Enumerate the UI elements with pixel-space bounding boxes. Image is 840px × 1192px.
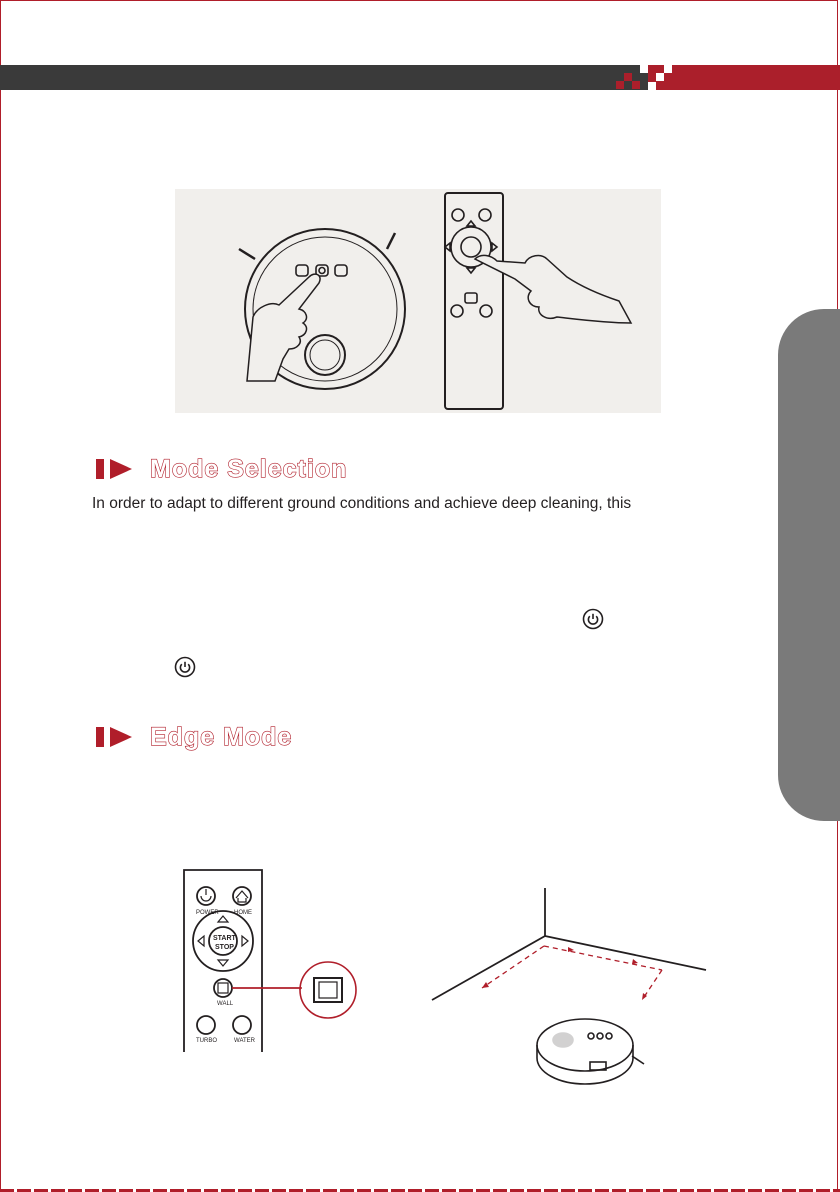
remote-control <box>445 193 503 409</box>
hand-pointing-remote <box>475 255 631 323</box>
remote-control <box>184 870 262 1052</box>
section-heading-edge-mode <box>96 720 292 754</box>
label-water: WATER <box>234 1038 255 1044</box>
header-pixel <box>648 82 656 90</box>
header-accent <box>648 65 840 90</box>
robot-remote-illustration <box>175 189 661 413</box>
header-pixel <box>664 65 672 73</box>
header-pixel <box>656 73 664 81</box>
label-home: HOME <box>234 910 252 916</box>
label-power: POWER <box>196 910 219 916</box>
header-pixel <box>632 81 640 89</box>
heading-arrow <box>110 727 132 747</box>
robot-vacuum <box>537 1019 644 1084</box>
label-wall: WALL <box>217 1001 234 1007</box>
header-pixel <box>640 65 648 73</box>
section-heading-mode-selection <box>96 452 347 486</box>
heading-marker-icon <box>96 457 148 481</box>
figure-edge-mode <box>170 860 730 1100</box>
header-pixel <box>616 81 624 89</box>
header-bar <box>0 65 840 90</box>
edge-mode-illustration <box>170 860 730 1100</box>
remote-labels <box>196 910 256 1044</box>
figure-robot-and-remote <box>175 189 661 413</box>
label-turbo: TURBO <box>196 1038 217 1044</box>
section-title: Edge Mode <box>150 722 293 751</box>
label-start: START <box>213 935 236 942</box>
label-stop: STOP <box>215 944 234 951</box>
wall-icon <box>314 978 342 1002</box>
power-icon <box>582 608 604 630</box>
side-tab <box>778 309 840 821</box>
hand-pointing-robot <box>247 274 320 381</box>
mode-selection-paragraph: In order to adapt to different ground conditions and achieve deep cleaning, this <box>92 495 632 512</box>
heading-arrow <box>110 459 132 479</box>
section-title: Mode Selection <box>150 454 348 483</box>
room-corner <box>432 888 706 1000</box>
heading-marker-icon <box>96 725 148 749</box>
power-icon <box>174 656 196 678</box>
edge-path-arrows <box>482 947 647 1000</box>
header-pixel <box>624 73 632 81</box>
heading-bar <box>96 727 104 747</box>
heading-bar <box>96 459 104 479</box>
